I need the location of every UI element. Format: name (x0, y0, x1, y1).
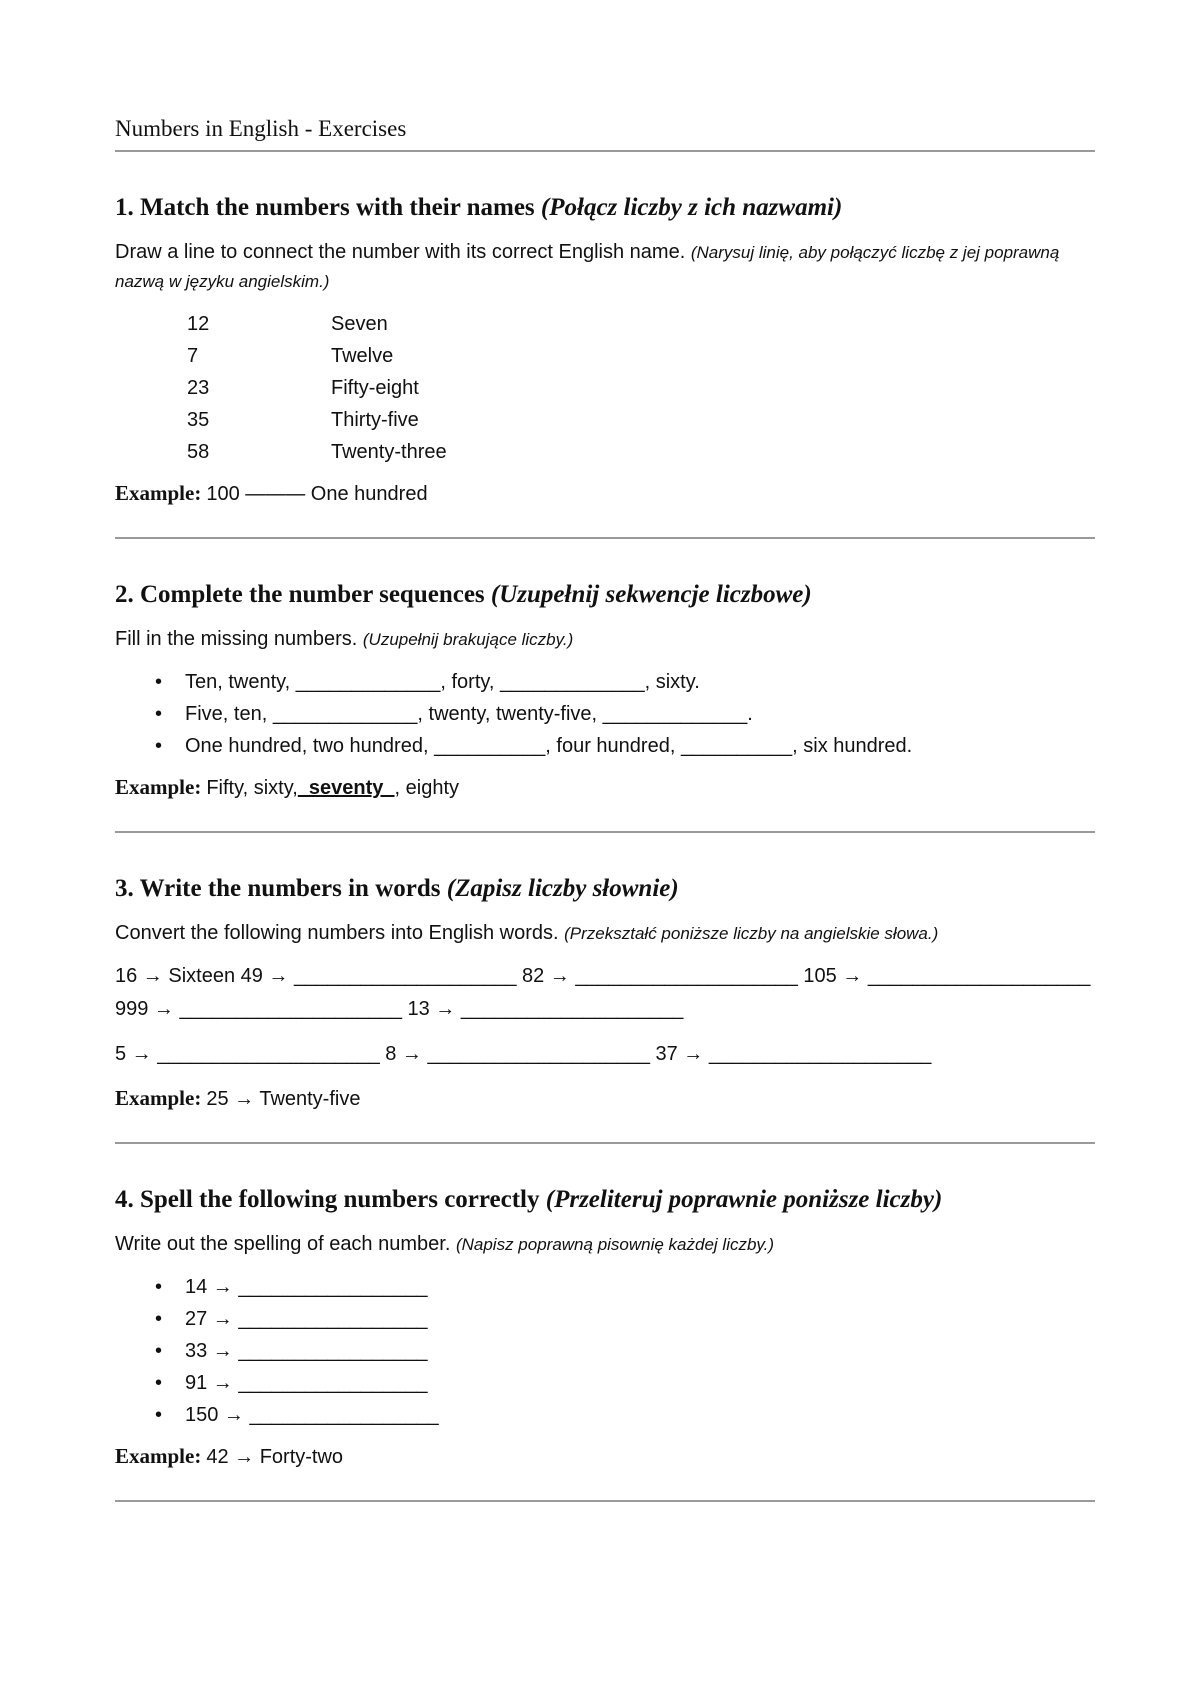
match-word: Thirty-five (331, 408, 419, 431)
match-number: 7 (187, 344, 199, 367)
section-title-pl: (Uzupełnij sekwencje liczbowe) (490, 581, 812, 608)
bullet: • (155, 1372, 163, 1394)
section-match (115, 152, 1095, 509)
match-row (187, 436, 447, 468)
example-text: 25 → Twenty-five (206, 1088, 361, 1110)
example-label: Example: (115, 481, 202, 505)
sequence-text: One hundred, two hundred, __________, four hundred, __________, six hundred. (185, 735, 913, 757)
instructions-pl: (Napisz poprawną pisownię każdej liczby.) (455, 1235, 775, 1254)
sequence-text: Ten, twenty, _____________, forty, _____________, sixty. (185, 671, 700, 693)
example-line (115, 772, 1095, 803)
section-number: 4. (115, 1186, 134, 1213)
match-row (187, 340, 447, 372)
divider (115, 1500, 1095, 1502)
example-text: 100 ——— One hundred (206, 483, 428, 505)
instructions (115, 238, 1095, 296)
match-number: 23 (187, 376, 210, 399)
match-table (187, 308, 447, 468)
list-item (155, 698, 1095, 730)
example-line (115, 1441, 1095, 1472)
match-word: Fifty-eight (331, 376, 419, 399)
section-number: 3. (115, 875, 134, 902)
bullet: • (155, 1404, 163, 1426)
bullet: • (155, 703, 163, 725)
match-row (187, 308, 447, 340)
match-word: Twenty-three (331, 440, 447, 463)
instructions-en: Write out the spelling of each number. (115, 1233, 451, 1255)
bullet: • (155, 1340, 163, 1362)
sequence-text: Five, ten, _____________, twenty, twenty-five, _____________. (185, 703, 753, 725)
list-item (155, 730, 1095, 762)
list-item (155, 666, 1095, 698)
example-label: Example: (115, 775, 202, 799)
spelling-text: 150 → _________________ (185, 1404, 439, 1426)
instructions-pl: (Narysuj linię, aby połączyć liczbę z jej poprawną nazwą w języku angielskim.) (115, 243, 1060, 291)
instructions-en: Draw a line to connect the number with its correct English name. (115, 241, 686, 263)
section-words (115, 833, 1095, 1114)
bullet: • (155, 1308, 163, 1330)
match-word: Seven (331, 312, 388, 335)
spelling-list (155, 1271, 1095, 1431)
example-text: Fifty, sixty, (206, 777, 298, 799)
bullet: • (155, 671, 163, 693)
match-row (187, 372, 447, 404)
match-number: 35 (187, 408, 210, 431)
example-answer: seventy (297, 777, 395, 799)
example-line (115, 1083, 1095, 1114)
spelling-text: 14 → _________________ (185, 1276, 428, 1298)
instructions-en: Fill in the missing numbers. (115, 628, 358, 650)
words-line: 5 → ____________________ 8 → ____________________ 37 → ____________________ (115, 1043, 932, 1065)
example-text: 42 → Forty-two (206, 1446, 344, 1468)
document-title: Numbers in English - Exercises (115, 116, 407, 141)
section-sequences (115, 539, 1095, 803)
bullet: • (155, 735, 163, 757)
section-spelling (115, 1144, 1095, 1472)
list-item (155, 1303, 1095, 1335)
section-title-pl: (Przeliteruj poprawnie poniższe liczby) (545, 1186, 943, 1213)
match-number: 58 (187, 440, 210, 463)
match-number: 12 (187, 312, 210, 335)
section-title: Match the numbers with their names (140, 194, 535, 221)
spelling-text: 91 → _________________ (185, 1372, 428, 1394)
words-exercise (115, 960, 1095, 1071)
section-heading (115, 579, 1095, 611)
instructions-pl: (Przekształć poniższe liczby na angielskie słowa.) (564, 924, 939, 943)
example-line (115, 478, 1095, 509)
list-item (155, 1399, 1095, 1431)
list-item (155, 1271, 1095, 1303)
words-line: 16 → Sixteen 49 → ____________________ 82 → ____________________ 105 → ____________________ 999 → ____________________ 13 → ____________________ (115, 965, 1091, 1020)
section-heading (115, 1184, 1095, 1216)
section-title-pl: (Połącz liczby z ich nazwami) (540, 194, 843, 221)
list-item (155, 1367, 1095, 1399)
spelling-text: 33 → _________________ (185, 1340, 428, 1362)
instructions (115, 625, 1095, 654)
section-heading (115, 873, 1095, 905)
list-item (155, 1335, 1095, 1367)
match-word: Twelve (331, 344, 394, 367)
sequence-list (155, 666, 1095, 762)
spelling-text: 27 → _________________ (185, 1308, 428, 1330)
example-label: Example: (115, 1444, 202, 1468)
section-title: Complete the number sequences (140, 581, 485, 608)
section-number: 1. (115, 194, 134, 221)
section-title: Write the numbers in words (139, 875, 441, 902)
example-label: Example: (115, 1086, 202, 1110)
instructions-en: Convert the following numbers into English words. (115, 922, 559, 944)
instructions (115, 919, 1095, 948)
section-number: 2. (115, 581, 134, 608)
instructions (115, 1230, 1095, 1259)
bullet: • (155, 1276, 163, 1298)
match-row (187, 404, 447, 436)
example-text-end: , eighty (394, 777, 460, 799)
section-heading (115, 192, 1095, 224)
section-title: Spell the following numbers correctly (140, 1186, 540, 1213)
instructions-pl: (Uzupełnij brakujące liczby.) (362, 630, 574, 649)
section-title-pl: (Zapisz liczby słownie) (446, 875, 679, 902)
